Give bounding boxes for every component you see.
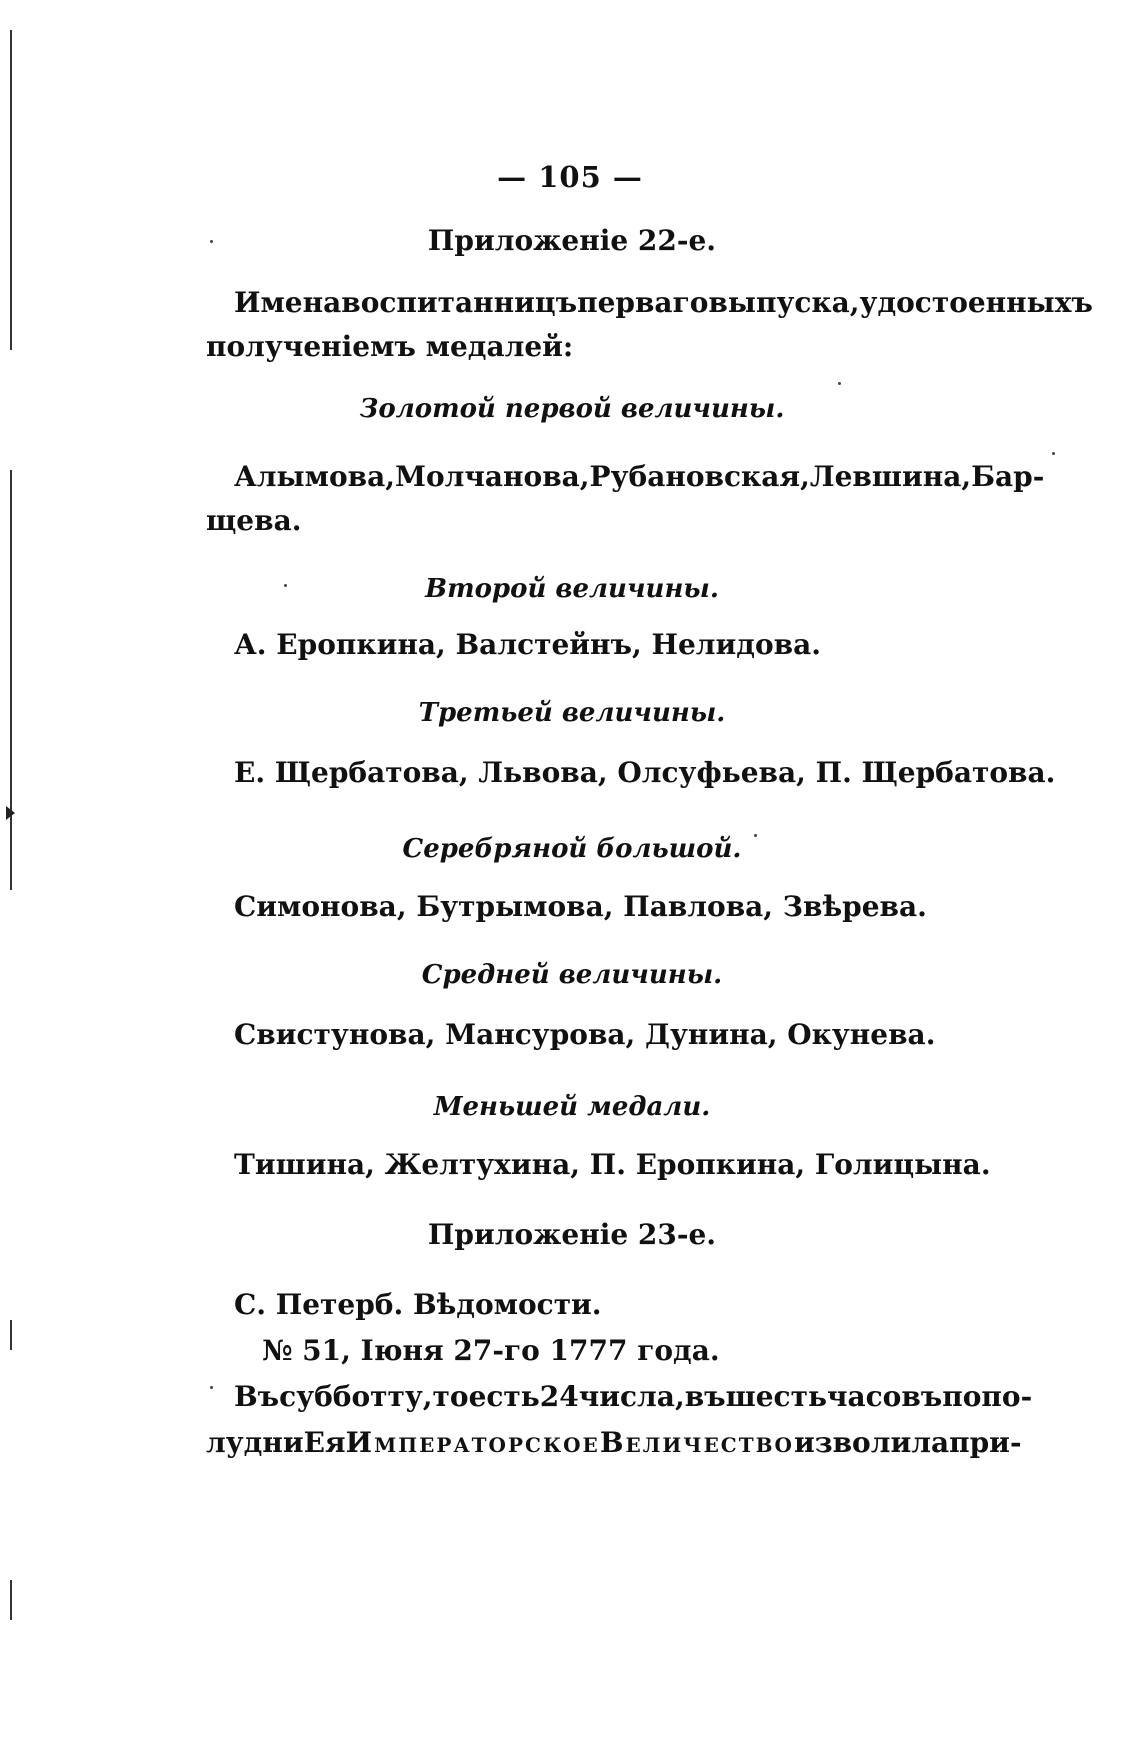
body-word: Величество (599, 1426, 794, 1459)
scan-edge-line (10, 470, 12, 890)
scan-speck (1052, 452, 1055, 455)
source-line-1: С. Петерб. Вѣдомости. (234, 1288, 602, 1321)
body-word: шесть (725, 1380, 827, 1413)
body-word: Императорское (345, 1426, 600, 1459)
name-word: Левшина, (809, 460, 972, 493)
scan-edge-line (10, 1580, 12, 1620)
section-heading: Средней величины. (421, 960, 723, 990)
section-names-line: Е. Щербатова, Львова, Олсуфьева, П. Щербатова. (234, 756, 1056, 789)
section-heading: Серебряной большой. (402, 834, 742, 864)
name-word: Алымова, (234, 460, 395, 493)
body-word: Ея (303, 1426, 346, 1459)
appendix-22-intro-line-2: полученіемъ медалей: (206, 330, 574, 363)
section-heading: Золотой первой величины. (359, 394, 785, 424)
body-word: 24 (539, 1380, 579, 1413)
section-names-line: А. Еропкина, Валстейнъ, Нелидова. (234, 628, 821, 661)
body-word: лудни (206, 1426, 304, 1459)
body-word: есть (468, 1380, 540, 1413)
body-word: по (942, 1380, 982, 1413)
body-word: при- (949, 1426, 1022, 1459)
appendix-23-title: Приложеніе 23-е. (427, 1218, 717, 1251)
body-word: по- (981, 1380, 1033, 1413)
intro-word: Имена (234, 286, 342, 319)
section-names-line (234, 460, 1045, 493)
section-heading: Меньшей медали. (433, 1092, 711, 1122)
section-names-line: Тишина, Желтухина, П. Еропкина, Голицына. (234, 1148, 991, 1181)
name-word: Молчанова, (394, 460, 590, 493)
intro-word: перваго (577, 286, 709, 319)
scan-edge-line (10, 1320, 12, 1350)
body-word: изволила (793, 1426, 950, 1459)
body-word: въ (684, 1380, 726, 1413)
body-word: Въ (234, 1380, 280, 1413)
intro-word: выпуска, (708, 286, 860, 319)
page-number: — 105 — (497, 160, 643, 194)
body-word: субботту, (279, 1380, 433, 1413)
body-line-1 (234, 1380, 1033, 1413)
section-heading: Второй величины. (425, 574, 719, 604)
scan-speck (838, 382, 841, 385)
body-word: часовъ (826, 1380, 943, 1413)
intro-word: удостоенныхъ (859, 286, 1093, 319)
appendix-22-title: Приложеніе 22-е. (427, 224, 717, 257)
name-word: Рубановская, (589, 460, 810, 493)
appendix-22-intro-line-1 (234, 286, 1093, 319)
scan-edge-marker (6, 806, 15, 820)
name-word: Бар- (971, 460, 1045, 493)
body-word: то (432, 1380, 469, 1413)
section-names-line: Свистунова, Мансурова, Дунина, Окунева. (234, 1018, 936, 1051)
body-line-2 (206, 1426, 1022, 1459)
scan-speck (210, 1386, 213, 1389)
source-line-2: № 51, Іюня 27-го 1777 года. (262, 1334, 720, 1367)
section-names-line: Симонова, Бутрымова, Павлова, Звѣрева. (234, 890, 927, 923)
body-word: числа, (578, 1380, 685, 1413)
section-heading: Третьей величины. (418, 698, 726, 728)
intro-word: воспитанницъ (341, 286, 578, 319)
section-names-line-2: щева. (206, 504, 302, 537)
